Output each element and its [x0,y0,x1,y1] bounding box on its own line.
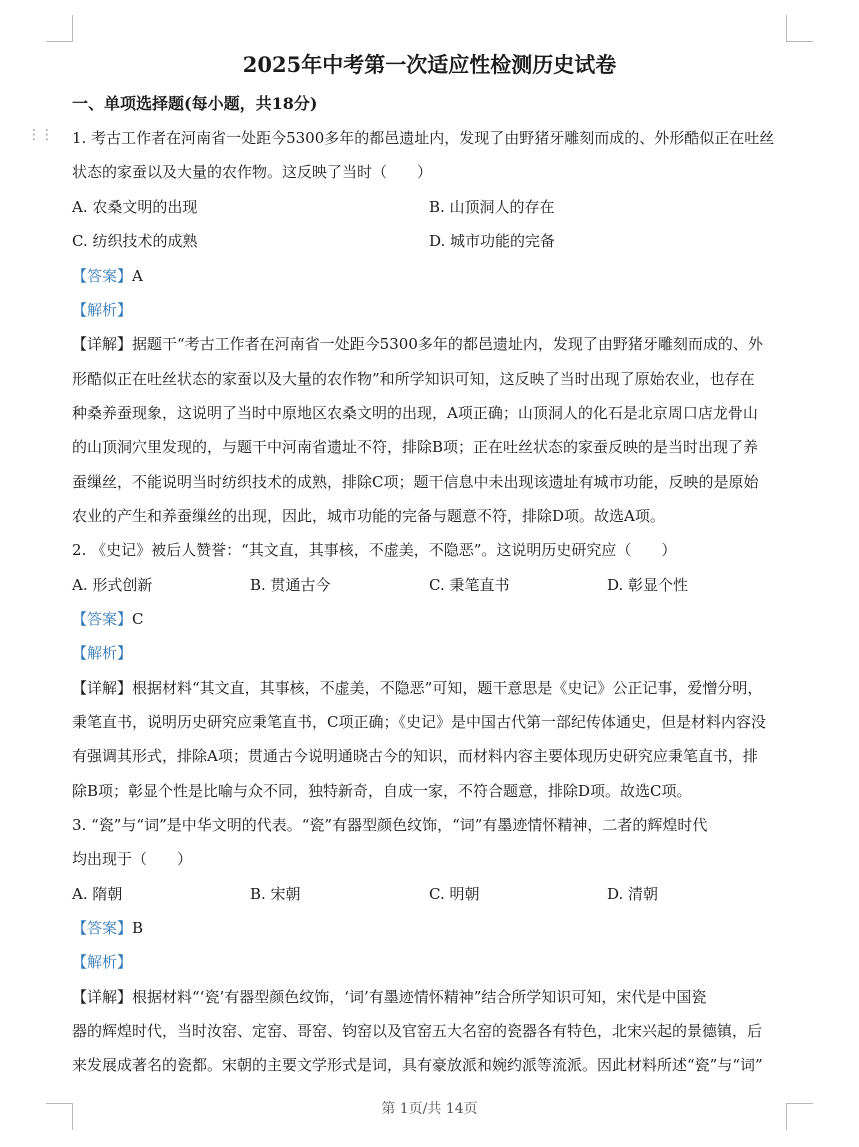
q1-answer-value: A [132,267,143,285]
q2-detail-line: 除B项；彰显个性是比喻与众不同，独特新奇，自成一家，不符合题意，排除D项。故选C项。 [72,782,692,800]
q2-detail-line [72,676,762,700]
q1-answer-row [72,264,143,288]
q3-detail-line: 来发展成著名的瓷都。宋朝的主要文学形式是词，具有豪放派和婉约派等流派。因此材料所述“瓷”与“词” [72,1056,763,1074]
q1-option-c: C. 纺织技术的成熟 [72,232,198,250]
q2-option-a: A. 形式创新 [72,576,153,594]
answer-label: 【答案】 [72,919,133,937]
q1-detail-line: 形酷似正在吐丝状态的家蚕以及大量的农作物”和所学知识可知，这反映了当时出现了原始农业，也存在 [72,370,755,388]
answer-label: 【答案】 [72,267,133,285]
crop-mark-top-right [786,15,813,42]
detail-label: 【详解】 [72,679,133,697]
document-title: 2025年中考第一次适应性检测历史试卷 [242,52,617,77]
analysis-label: 【解析】 [72,953,133,971]
crop-mark-top-left [46,15,73,42]
q1-stem-line: 状态的家蚕以及大量的农作物。这反映了当时（ ） [72,163,433,181]
q3-option-b: B. 宋朝 [250,885,301,903]
q3-detail-text: 根据材料“‘瓷’有器型颜色纹饰，‘词’有墨迹情怀精神”结合所学知识可知，宋代是中国瓷 [132,988,707,1006]
q3-stem-line: 均出现于（ ） [72,850,193,868]
q1-analysis-row [72,298,132,322]
q2-detail-line: 有强调其形式，排除A项；贯通古今说明通晓古今的知识，而材料内容主要体现历史研究应秉笔直书，排 [72,747,758,765]
q2-option-d: D. 彰显个性 [607,576,689,594]
q2-analysis-row [72,641,132,665]
section-heading: 一、单项选择题(每小题，共18分) [72,94,318,113]
q3-detail-line [72,985,706,1009]
detail-label: 【详解】 [72,988,133,1006]
q3-analysis-row [72,950,132,974]
q1-option-b: B. 山顶洞人的存在 [429,198,555,216]
q3-answer-row [72,916,143,940]
q2-option-b: B. 贯通古今 [250,576,331,594]
q1-detail-text: 据题干“考古工作者在河南省一处距今5300多年的都邑遗址内，发现了由野猪牙雕刻而成的、外 [132,335,763,353]
q3-option-d: D. 清朝 [607,885,659,903]
q2-option-c: C. 秉笔直书 [429,576,510,594]
q1-detail-line: 农业的产生和养蚕缫丝的出现，因此，城市功能的完备与题意不符，排除D项。故选A项。 [72,507,665,525]
q2-detail-text: 根据材料“其文直，其事核，不虚美，不隐恶”可知，题干意思是《史记》公正记事，爱憎分明， [132,679,763,697]
q1-option-d: D. 城市功能的完备 [429,232,556,250]
q1-detail-line: 蚕缫丝，不能说明当时纺织技术的成熟，排除C项；题干信息中未出现该遗址有城市功能，反映的是原始 [72,473,759,491]
drag-handle-icon[interactable]: ⋮⋮ [27,127,53,143]
q3-option-c: C. 明朝 [429,885,480,903]
q2-stem-line: 2. 《史记》被后人赞誉：“其文直，其事核，不虚美，不隐恶”。这说明历史研究应（ ） [72,541,677,559]
q3-stem-line: 3. “瓷”与“词”是中华文明的代表。“瓷”有器型颜色纹饰，“词”有墨迹情怀精神，二者的辉煌时代 [72,816,708,834]
q3-answer-value: B [132,919,144,937]
q1-option-a: A. 农桑文明的出现 [72,198,198,216]
analysis-label: 【解析】 [72,644,133,662]
q1-stem-line: 1. 考古工作者在河南省一处距今5300多年的都邑遗址内，发现了由野猪牙雕刻而成的、外形酷似正在吐丝 [72,129,775,147]
page-footer: 第 1页/共 14页 [381,1101,478,1117]
analysis-label: 【解析】 [72,301,133,319]
q1-detail-line: 的山顶洞穴里发现的，与题干中河南省遗址不符，排除B项；正在吐丝状态的家蚕反映的是当时出现了养 [72,438,759,456]
q2-answer-value: C [132,610,144,628]
q2-detail-line: 秉笔直书，说明历史研究应秉笔直书，C项正确；《史记》是中国古代第一部纪传体通史，但是材料内容没 [72,713,766,731]
q3-option-a: A. 隋朝 [72,885,123,903]
q2-answer-row [72,607,144,631]
q1-detail-line [72,332,763,356]
answer-label: 【答案】 [72,610,133,628]
detail-label: 【详解】 [72,335,133,353]
q1-detail-line: 种桑养蚕现象，这说明了当时中原地区农桑文明的出现，A项正确；山顶洞人的化石是北京周口店龙骨山 [72,404,758,422]
q3-detail-line: 器的辉煌时代，当时汝窑、定窑、哥窑、钧窑以及官窑五大名窑的瓷器各有特色，北宋兴起的景德镇，后 [72,1022,763,1040]
